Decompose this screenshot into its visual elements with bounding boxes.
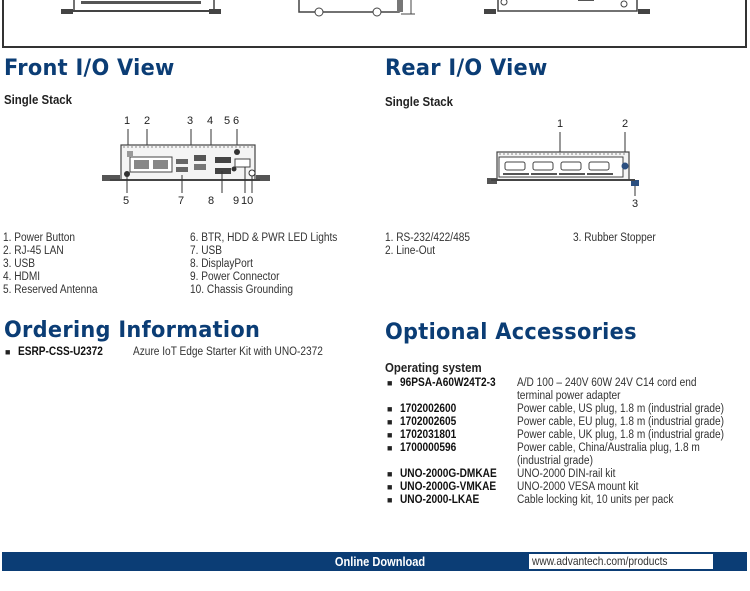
legend-item: 5. Reserved Antenna [3, 284, 98, 296]
callout-7: 7 [178, 195, 185, 207]
bullet-icon: ■ [387, 404, 393, 414]
ordering-code: ESRP-CSS-U2372 [18, 346, 103, 358]
accessory-desc: UNO-2000 DIN-rail kit [517, 468, 616, 480]
accessory-item [386, 377, 750, 403]
rear-io-subtitle: Single Stack [385, 94, 454, 109]
rear-io-legend-left [385, 232, 482, 258]
accessory-code: 1700000596 [400, 442, 457, 454]
front-device-drawing-top [482, 0, 652, 20]
accessory-code: 1702002600 [400, 403, 457, 415]
side-device-drawing-top [289, 0, 429, 20]
accessory-desc: Power cable, UK plug, 1.8 m (industrial grade) [517, 429, 725, 441]
legend-item: 3. Rubber Stopper [573, 232, 656, 244]
legend-item: 2. RJ-45 LAN [3, 245, 64, 257]
online-download-link[interactable] [529, 554, 713, 569]
accessory-code: 1702002605 [400, 416, 457, 428]
rear-callout-1: 1 [557, 118, 564, 130]
dimension-drawings-frame [2, 0, 747, 48]
legend-item: 8. DisplayPort [190, 258, 254, 270]
legend-item: 10. Chassis Grounding [190, 284, 293, 296]
callout-5-bottom: 5 [123, 195, 130, 207]
rear-io-device-drawing [485, 130, 655, 200]
accessory-desc: Power cable, China/Australia plug, 1.8 m (industrial grade) [517, 442, 700, 467]
bullet-icon: ■ [387, 417, 393, 427]
callout-10: 10 [241, 195, 254, 207]
accessories-subtitle: Operating system [385, 360, 482, 375]
accessory-desc: Power cable, US plug, 1.8 m (industrial grade) [517, 403, 725, 415]
legend-item: 4. HDMI [3, 271, 41, 283]
accessory-code: UNO-2000-LKAE [400, 494, 480, 506]
accessory-desc: A/D 100 – 240V 60W 24V C14 cord end terminal power adapter [517, 377, 697, 402]
accessory-item [386, 442, 750, 468]
bullet-icon: ■ [5, 347, 11, 357]
accessory-desc: UNO-2000 VESA mount kit [517, 481, 639, 493]
legend-item: 7. USB [190, 245, 223, 257]
rear-io-legend-right [573, 232, 667, 245]
bullet-icon: ■ [387, 469, 393, 479]
rear-io-title: Rear I/O View [385, 56, 548, 81]
legend-item: 3. USB [3, 258, 36, 270]
front-io-legend-left [3, 232, 110, 297]
accessory-item [386, 481, 655, 494]
bullet-icon: ■ [387, 482, 393, 492]
rear-io-diagram [485, 118, 655, 218]
ordering-title: Ordering Information [4, 318, 261, 343]
callout-3: 3 [187, 115, 194, 127]
accessory-item [386, 429, 750, 442]
online-download-url[interactable]: www.advantech.com/products [532, 554, 668, 568]
accessory-item [386, 494, 695, 507]
legend-item: 1. RS-232/422/485 [385, 232, 470, 244]
accessories-title: Optional Accessories [385, 320, 637, 345]
callout-6: 6 [233, 115, 240, 127]
accessory-item [386, 416, 750, 429]
front-io-subtitle: Single Stack [4, 92, 73, 107]
legend-item: 9. Power Connector [190, 271, 280, 283]
accessory-code: 96PSA-A60W24T2-3 [400, 377, 496, 389]
online-download-label: Online Download [334, 554, 425, 569]
accessory-item [386, 403, 750, 416]
accessory-code: 1702031801 [400, 429, 457, 441]
callout-9: 9 [233, 195, 240, 207]
callout-5-top: 5 [224, 115, 231, 127]
callout-8: 8 [208, 195, 215, 207]
callout-4: 4 [207, 115, 214, 127]
bullet-icon: ■ [387, 430, 393, 440]
footer-bar [2, 552, 747, 571]
legend-item: 2. Line-Out [385, 245, 436, 257]
bullet-icon: ■ [387, 495, 393, 505]
rear-device-drawing-top [59, 0, 229, 20]
accessory-desc: Power cable, EU plug, 1.8 m (industrial grade) [517, 416, 725, 428]
callout-1: 1 [124, 115, 131, 127]
front-io-legend-right [190, 232, 357, 297]
bullet-icon: ■ [387, 443, 393, 453]
front-io-diagram [100, 115, 270, 215]
accessory-code: UNO-2000G-DMKAE [400, 468, 497, 480]
ordering-item [4, 346, 349, 359]
callout-2: 2 [144, 115, 151, 127]
legend-item: 6. BTR, HDD & PWR LED Lights [190, 232, 338, 244]
accessory-code: UNO-2000G-VMKAE [400, 481, 497, 493]
rear-callout-3: 3 [632, 198, 639, 210]
bullet-icon: ■ [387, 378, 393, 388]
legend-item: 1. Power Button [3, 232, 76, 244]
rear-callout-2: 2 [622, 118, 629, 130]
accessory-desc: Cable locking kit, 10 units per pack [517, 494, 674, 506]
front-io-title: Front I/O View [4, 56, 175, 81]
front-io-device-drawing [100, 127, 270, 197]
accessory-item [386, 468, 629, 481]
ordering-desc: Azure IoT Edge Starter Kit with UNO-2372 [133, 346, 323, 358]
accessories-list [386, 377, 748, 527]
